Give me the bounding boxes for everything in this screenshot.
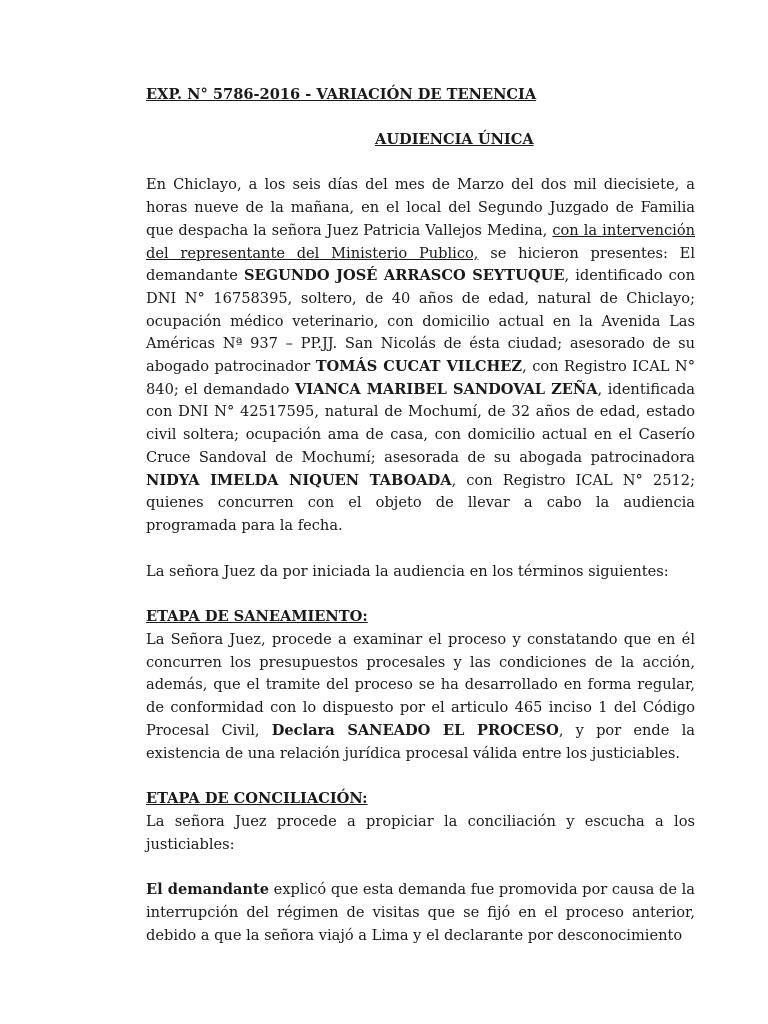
hearing-title: AUDIENCIA ÚNICA [375,130,534,148]
saneado-declaration: Declara SANEADO EL PROCESO [271,721,559,739]
saneamiento-heading [146,606,695,629]
defendant-lawyer-name: NIDYA IMELDA NIQUEN TABOADA [146,471,452,489]
plaintiff-statement-paragraph [146,879,695,947]
case-file-title [146,84,695,107]
saneamiento-text-1: La Señora Juez, procede a examinar el proceso y constatando que en él concurren los presupuestos procesales y las condiciones de la acción, además, que el tramite del proceso se ha desarrollado en forma regular, de conformidad con lo dispuesto por el articulo 465 inciso 1 del Código Procesal Civil, [146,631,695,739]
opening-text-5: , identificada con DNI N° 42517595, natural de Mochumí, de 32 años de edad, estado civil soltera; ocupación ama de casa, con domicilio actual en el Caserío Cruce Sandoval de Mochumí; asesorada de su abogada patrocinadora [146,380,695,466]
hearing-start-paragraph: La señora Juez da por iniciada la audiencia en los términos siguientes: [146,562,669,580]
opening-text-4: , con Registro ICAL N° 840; el demandado [146,358,695,398]
plaintiff-name: SEGUNDO JOSÉ ARRASCO SEYTUQUE [243,267,565,285]
opening-text-2: se hicieron presentes: El demandante [146,244,695,285]
plaintiff-label: El demandante [146,881,270,899]
conciliacion-heading-text: ETAPA DE CONCILIACIÓN: [146,790,368,808]
opening-text-6: , con Registro ICAL N° 2512; quienes concurren con el objeto de llevar a cabo la audiencia programada para la fecha. [146,471,695,534]
saneamiento-paragraph [146,629,695,765]
plaintiff-statement-text: explicó que esta demanda fue promovida por causa de la interrupción del régimen de visitas que se fijó en el proceso anterior, debido a que la señora viajó a Lima y el declarante por desconocimiento [146,881,696,944]
saneamiento-text-2: , y por ende la existencia de una relación jurídica procesal válida entre los justiciables. [146,721,695,762]
document-body [146,84,695,948]
conciliacion-paragraph: La señora Juez procede a propiciar la conciliación y escucha a los justiciables: [146,812,695,853]
defendant-name: VIANCA MARIBEL SANDOVAL ZEÑA [294,380,598,398]
ministry-intervention-text: con la intervención del representante del Ministerio Publico, [146,221,696,262]
case-file-title-text: EXP. N° 5786-2016 - VARIACIÓN DE TENENCIA [146,86,537,103]
plaintiff-lawyer-name: TOMÁS CUCAT VILCHEZ [315,358,523,376]
opening-text-3: , identificado con DNI N° 16758395, soltero, de 40 años de edad, natural de Chiclayo; ocupación médico veterinario, con domicilio actual en la Avenida Las Américas Nª 937 – PP.JJ. San Nicolás de ésta ciudad; asesorado de su abogado patrocinador [146,267,695,376]
conciliacion-heading [146,788,695,811]
saneamiento-heading-text: ETAPA DE SANEAMIENTO: [146,608,368,626]
opening-paragraph [146,174,695,537]
opening-text-1: En Chiclayo, a los seis días del mes de Marzo del dos mil diecisiete, a horas nueve de la mañana, en el local del Segundo Juzgado de Familia que despacha la señora Juez Patricia Vallejos Medina, [146,176,695,239]
